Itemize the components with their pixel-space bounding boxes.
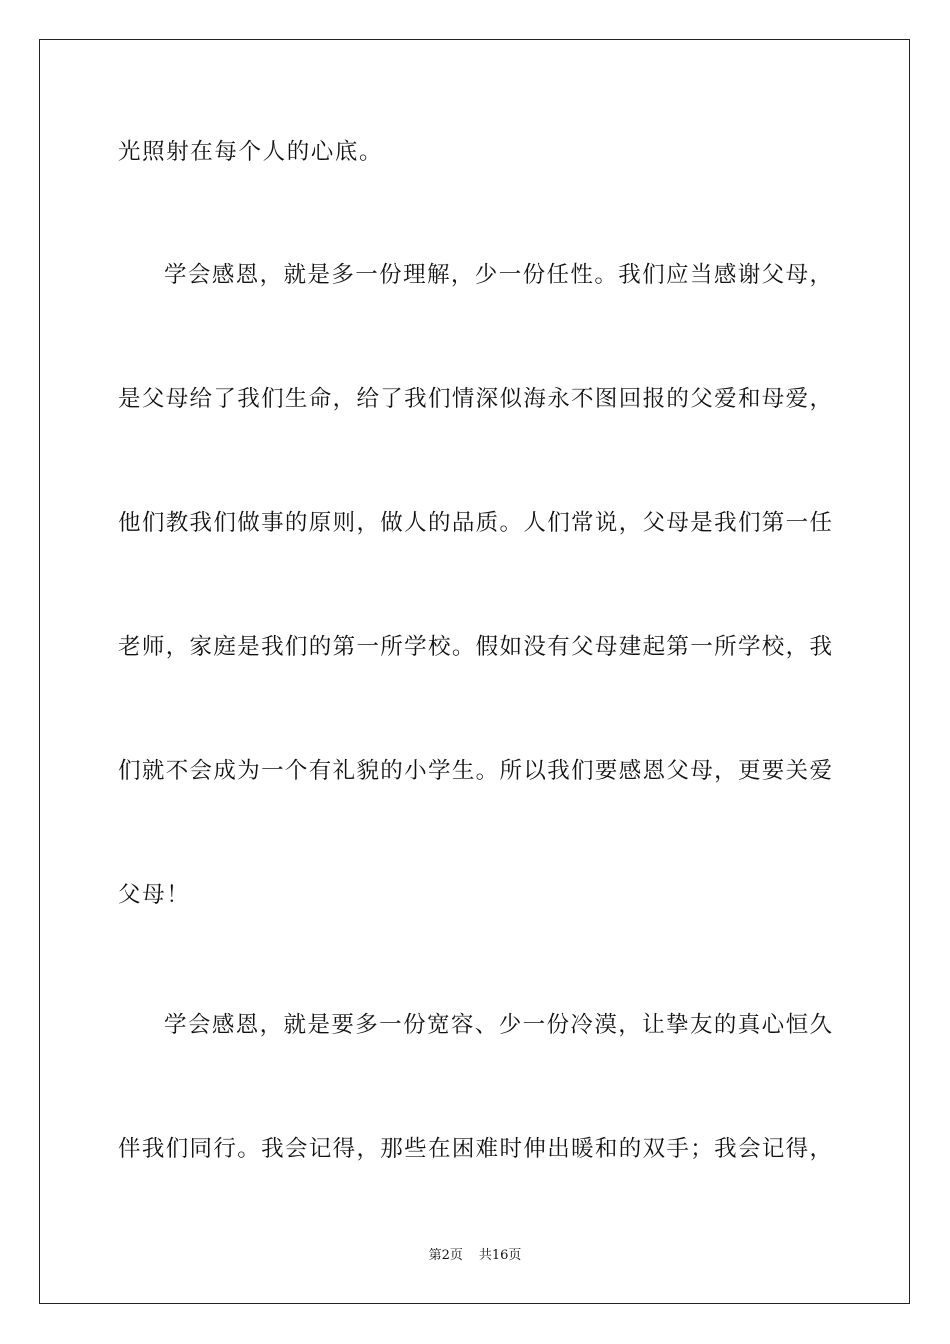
page-footer bbox=[0, 1247, 950, 1265]
paragraph-line: 光照射在每个人的心底。 bbox=[118, 139, 384, 165]
page-total: 共16页 bbox=[478, 1248, 522, 1263]
paragraph-line: 他们教我们做事的原则，做人的品质。人们常说，父母是我们第一任 bbox=[118, 510, 832, 536]
paragraph-line: 学会感恩，就是多一份理解，少一份任性。我们应当感谢父母， bbox=[164, 262, 832, 288]
paragraph-line: 学会感恩，就是要多一份宽容、少一份冷漠，让挚友的真心恒久 bbox=[164, 1012, 832, 1038]
paragraph-line: 们就不会成为一个有礼貌的小学生。所以我们要感恩父母，更要关爱 bbox=[118, 758, 832, 784]
page-border bbox=[39, 39, 910, 1304]
paragraph-line: 伴我们同行。我会记得，那些在困难时伸出暖和的双手；我会记得， bbox=[118, 1136, 832, 1162]
paragraph-line: 父母！ bbox=[118, 882, 191, 908]
page-number: 第2页 bbox=[428, 1248, 463, 1263]
paragraph-line: 老师，家庭是我们的第一所学校。假如没有父母建起第一所学校，我 bbox=[118, 634, 832, 660]
paragraph-line: 是父母给了我们生命，给了我们情深似海永不图回报的父爱和母爱， bbox=[118, 386, 832, 412]
